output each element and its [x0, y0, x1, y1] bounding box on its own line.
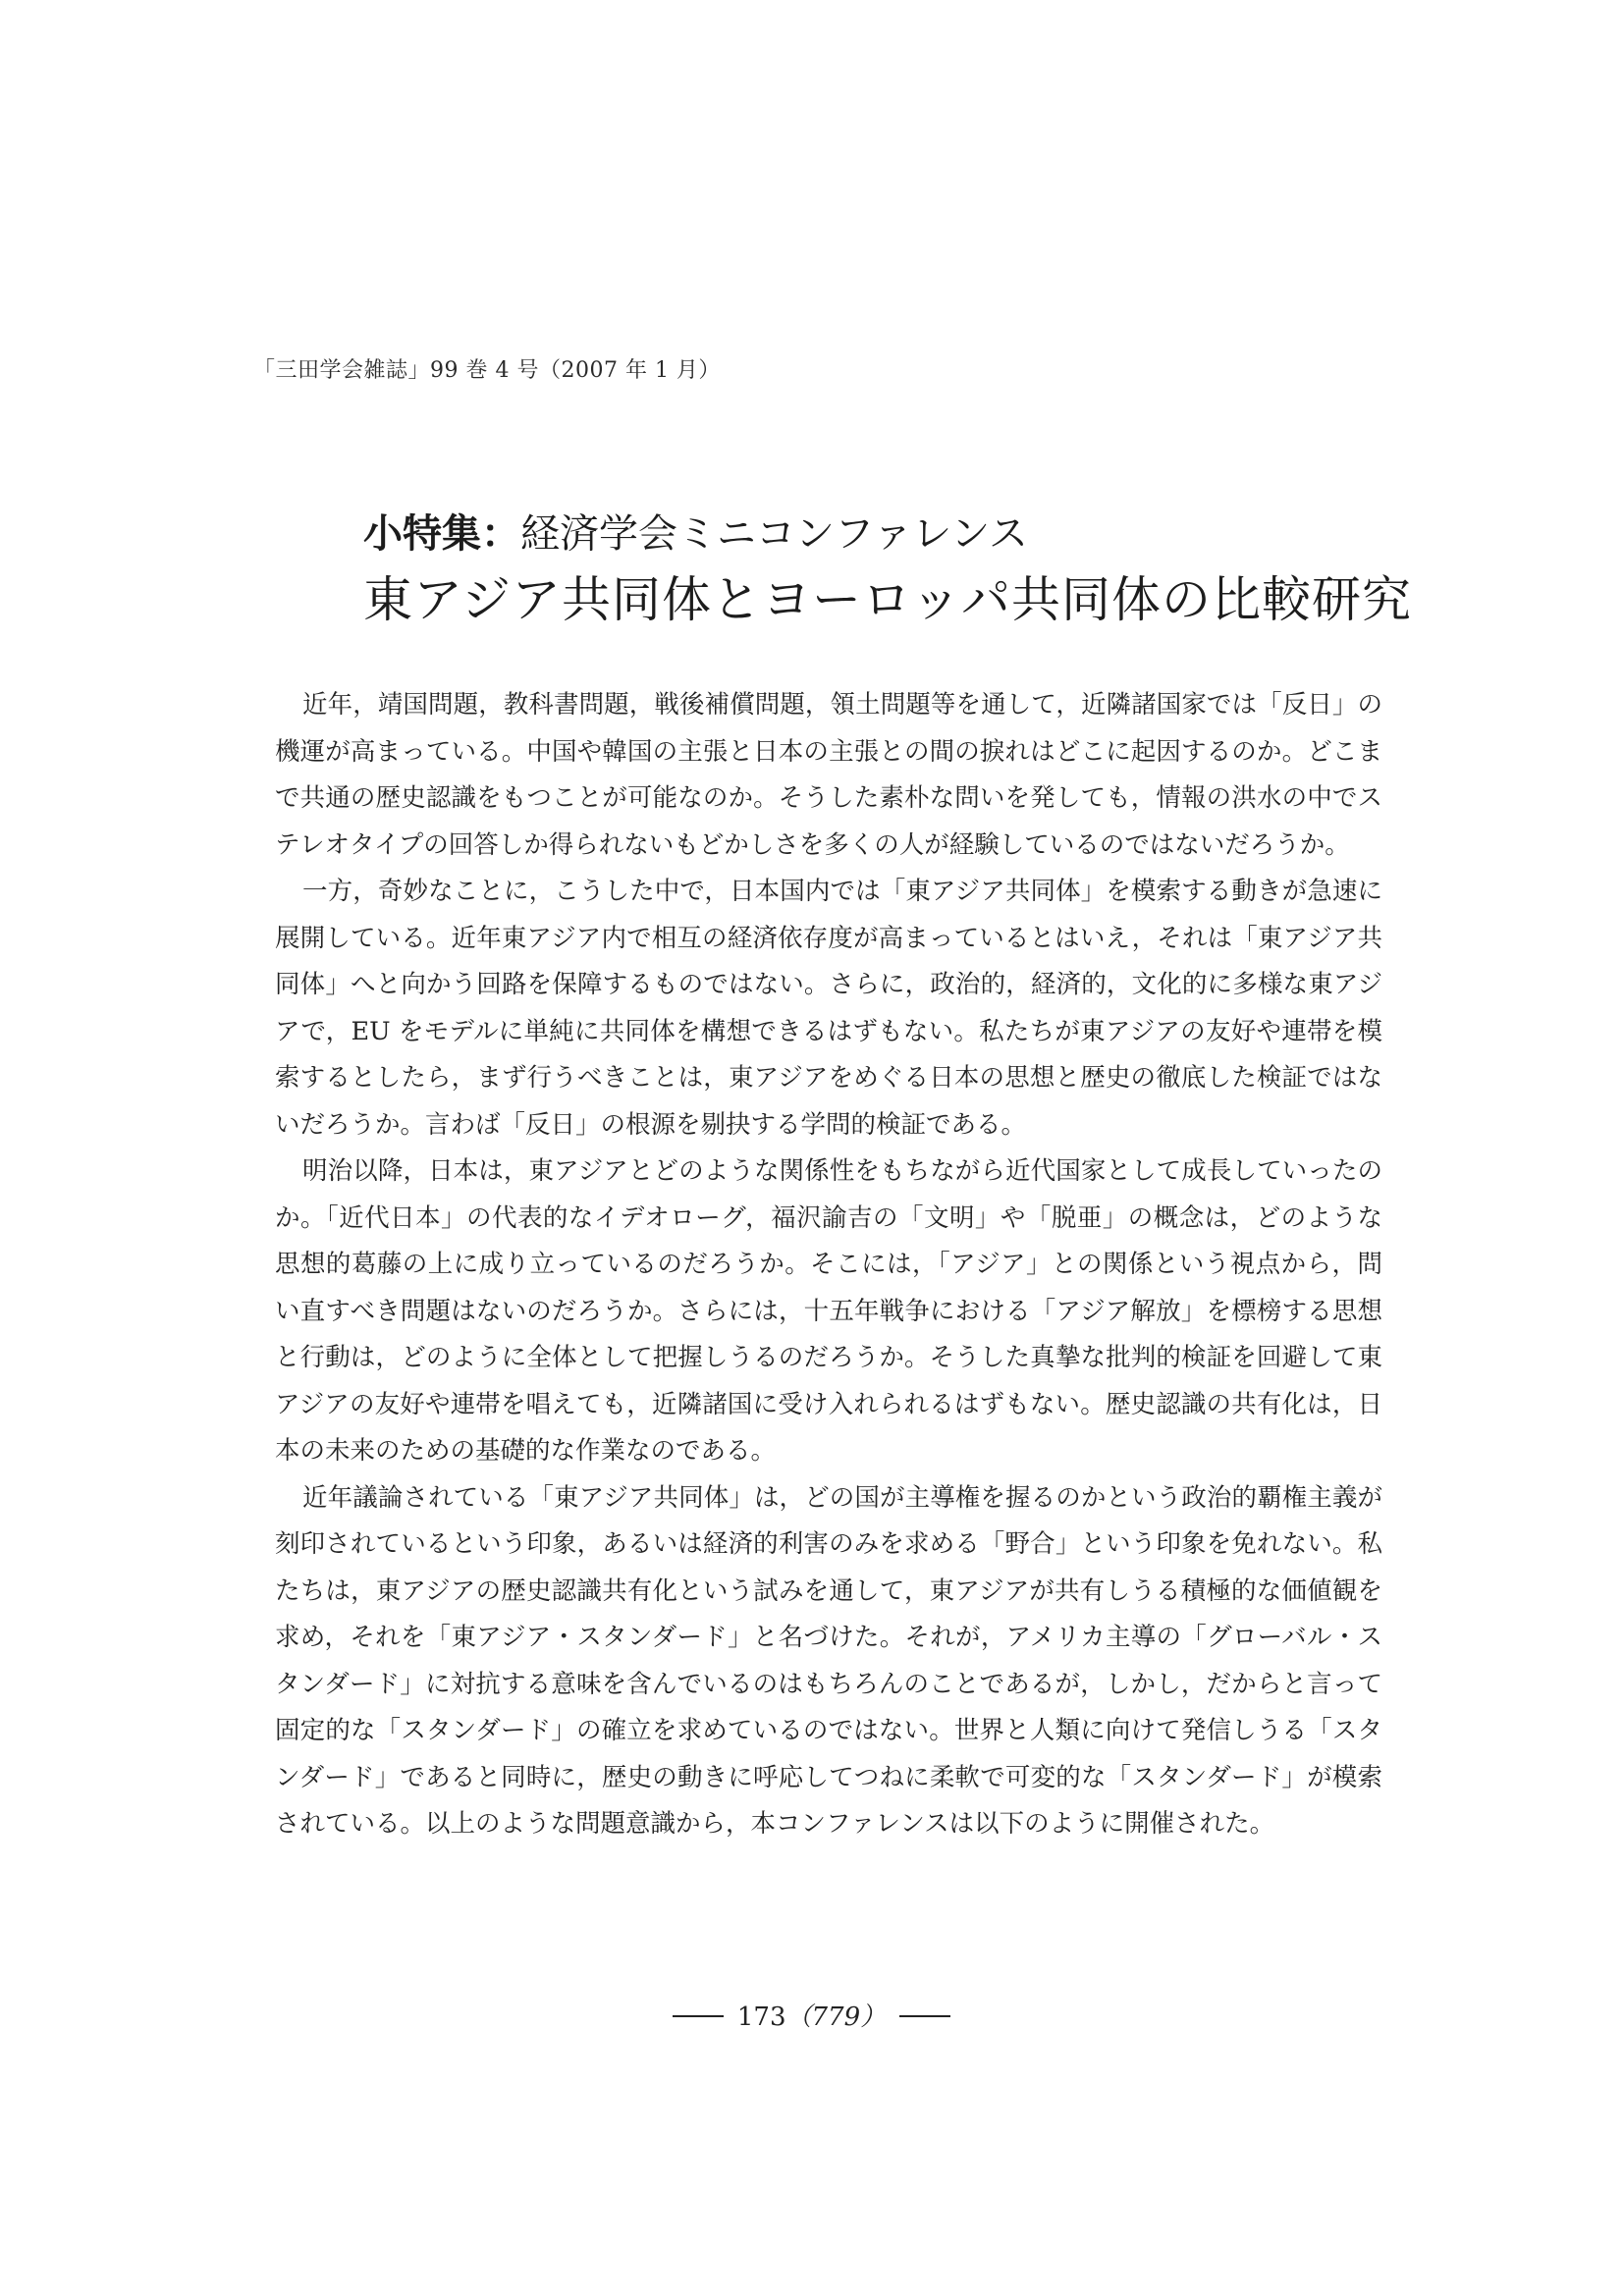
footer-dash-right [899, 2015, 950, 2017]
feature-topic: 経済学会ミニコンファレンス [520, 511, 1028, 557]
article-body [275, 682, 1382, 1848]
title-block [363, 507, 1443, 632]
page-footer [0, 1997, 1623, 2033]
original-page-number: （779） [785, 2002, 887, 2032]
feature-subtitle [363, 507, 1443, 561]
journal-citation: 「三田学会雑誌」99 巻 4 号（2007 年 1 月） [253, 358, 721, 383]
body-paragraph-3: 明治以降，日本は，東アジアとどのような関係性をもちながら近代国家として成長していったのか。「近代日本」の代表的なイデオローグ，福沢諭吉の「文明」や「脱亜」の概念は，どのような思想的葛藤の上に成り立っているのだろうか。そこには，「アジア」との関係という視点から，問い直すべき問題はないのだろうか。さらには，十五年戦争における「アジア解放」を標榜する思想と行動は，どのように全体として把握しうるのだろうか。そうした真摯な批判的検証を回避して東アジアの友好や連帯を唱えても，近隣諸国に受け入れられるはずもない。歴史認識の共有化は，日本の未来のための基礎的な作業なのである。 [275, 1156, 1382, 1466]
article-title: 東アジア共同体とヨーロッパ共同体の比較研究 [363, 571, 1412, 628]
feature-label: 小特集： [363, 510, 520, 557]
footer-dash-left [673, 2015, 724, 2017]
body-paragraph-2: 一方，奇妙なことに，こうした中で，日本国内では「東アジア共同体」を模索する動きが急速に展開している。近年東アジア内で相互の経済依存度が高まっているとはいえ，それは「東アジア共同体」へと向かう回路を保障するものではない。さらに，政治的，経済的，文化的に多様な東アジアで，EU をモデルに単純に共同体を構想できるはずもない。私たちが東アジアの友好や連帯を模索するとしたら，まず行うべきことは，東アジアをめぐる日本の思想と歴史の徹底した検証ではないだろうか。言わば「反日」の根源を剔抉する学問的検証である。 [275, 877, 1382, 1140]
body-paragraph-4: 近年議論されている「東アジア共同体」は，どの国が主導権を握るのかという政治的覇権主義が刻印されているという印象，あるいは経済的利害のみを求める「野合」という印象を免れない。私たちは，東アジアの歴史認識共有化という試みを通して，東アジアが共有しうる積極的な価値観を求め，それを「東アジア・スタンダード」と名づけた。それが，アメリカ主導の「グローバル・スタンダード」に対抗する意味を含んでいるのはもちろんのことであるが，しかし，だからと言って固定的な「スタンダード」の確立を求めているのではない。世界と人類に向けて発信しうる「スタンダード」であると同時に，歴史の動きに呼応してつねに柔軟で可変的な「スタンダード」が模索されている。以上のような問題意識から，本コンファレンスは以下のように開催された。 [275, 1482, 1382, 1839]
body-paragraph-1: 近年，靖国問題，教科書問題，戦後補償問題，領土問題等を通して，近隣諸国家では「反日」の機運が高まっている。中国や韓国の主張と日本の主張との間の捩れはどこに起因するのか。どこまで共通の歴史認識をもつことが可能なのか。そうした素朴な問いを発しても，情報の洪水の中でステレオタイプの回答しか得られないもどかしさを多くの人が経験しているのではないだろうか。 [275, 690, 1382, 860]
page-number: 173 [736, 2002, 786, 2032]
